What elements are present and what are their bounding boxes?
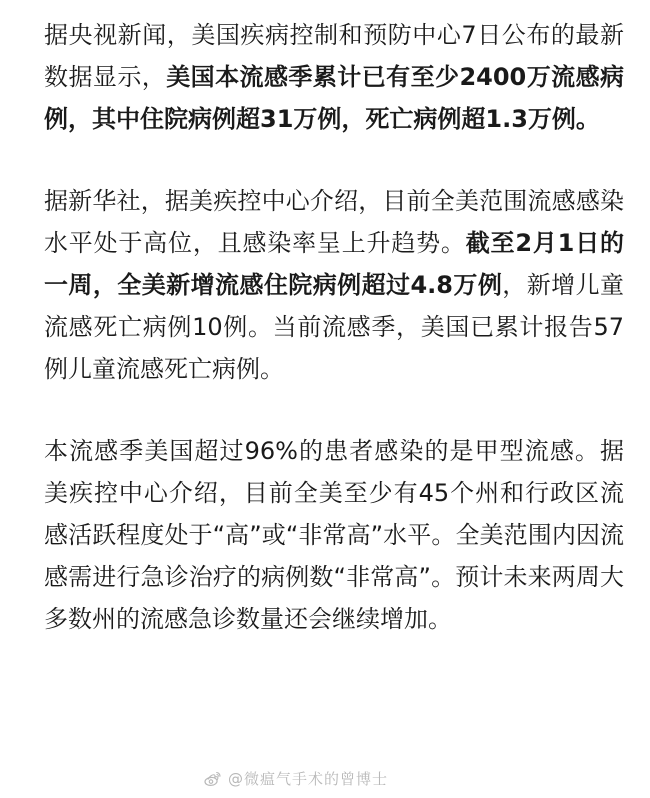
paragraph-2-text-a: 据新华社，据美疾控中心介绍，目前全美范围流感感染水平处于高位，且感染率呈上升趋势。 <box>44 187 624 257</box>
paragraph-1 <box>44 14 624 140</box>
paragraph-2-text-b: ，新增儿童流感死亡病例10例。当前流感季，美国已累计报告57例儿童流感死亡病例。 <box>44 271 625 383</box>
article-body <box>44 14 624 640</box>
paragraph-1-bold-text: 美国本流感季累计已有至少2400万流感病例，其中住院病例超31万例，死亡病例超1.3万例。 <box>44 63 625 133</box>
paragraph-2-bold-text: 截至2月1日的一周，全美新增流感住院病例超过4.8万例 <box>44 229 624 299</box>
paragraph-1-text: 据央视新闻，美国疾病控制和预防中心7日公布的最新数据显示， <box>44 21 624 91</box>
watermark <box>203 768 388 789</box>
paragraph-2 <box>44 180 624 390</box>
paragraph-3-text: 本流感季美国超过96%的患者感染的是甲型流感。据美疾控中心介绍，目前全美至少有45个州和行政区流感活跃程度处于“高”或“非常高”水平。全美范围内因流感需进行急诊治疗的病例数“非常高”。预计未来两周大多数州的流感急诊数量还会继续增加。 <box>44 437 624 633</box>
paragraph-3 <box>44 430 624 640</box>
watermark-text: @微瘟气手术的曾博士 <box>227 770 388 788</box>
weibo-icon <box>203 769 223 789</box>
